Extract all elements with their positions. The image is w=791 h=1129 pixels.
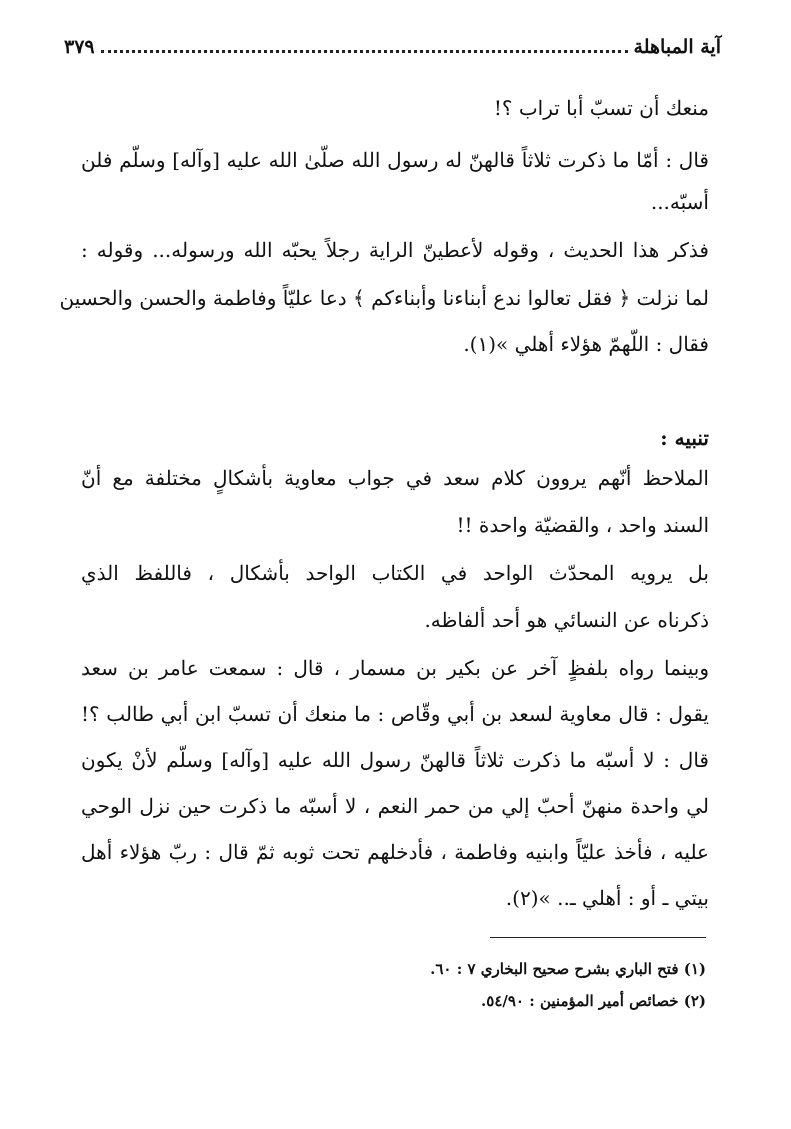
footnote-1: (١) فتح الباري بشرح صحيح البخاري ٧ : ٦٠. xyxy=(430,960,706,978)
body-line-1: منعك أن تسبّ أبا تراب ؟! xyxy=(493,96,709,120)
body-line-6: فقال : اللّهمّ هؤلاء أهلي »(١). xyxy=(463,332,709,356)
body-line-4: فذكر هذا الحديث ، وقوله لأعطينّ الراية رجلاً يحبّه الله ورسوله... وقوله : xyxy=(81,238,709,262)
body-line-5: لما نزلت ﴿ فقل تعالوا ندع أبناءنا وأبناءكم ﴾ دعا عليّاً وفاطمة والحسن والحسين xyxy=(59,286,709,310)
body-line-16: بيتي ـ أو : أهلي ـ.. »(٢). xyxy=(505,886,709,910)
section-heading: تنبيه : xyxy=(660,426,709,450)
body-line-12: يقول : قال معاوية لسعد بن أبي وقّاص : ما منعك أن تسبّ ابن أبي طالب ؟! xyxy=(81,702,709,726)
footnote-separator xyxy=(490,937,706,938)
body-line-11: وبينما رواه بلفظٍ آخر عن بكير بن مسمار ، قال : سمعت عامر بن سعد xyxy=(81,656,709,680)
body-line-8: السند واحد ، والقضيّة واحدة !! xyxy=(456,513,709,537)
body-line-3: أسبّه... xyxy=(650,190,709,214)
body-line-2: قال : أمّا ما ذكرت ثلاثاً قالهنّ له رسول الله صلّىٰ الله عليه [وآله] وسلّم فلن xyxy=(81,148,709,172)
page-number: ٣٧٩ xyxy=(64,36,95,58)
running-title: آية المباهلة xyxy=(633,36,721,58)
body-line-13: قال : لا أسبّه ما ذكرت ثلاثاً قالهنّ رسول الله عليه [وآله] وسلّم لأنْ يكون xyxy=(81,748,709,772)
body-line-7: الملاحظ أنّهم يروون كلام سعد في جواب معاوية بأشكالٍ مختلفة مع أنّ xyxy=(81,466,709,490)
running-header xyxy=(64,30,721,60)
body-line-10: ذكرناه عن النسائي هو أحد ألفاظه. xyxy=(424,608,709,632)
header-dot-leader xyxy=(101,50,628,53)
body-line-9: بل يرويه المحدّث الواحد في الكتاب الواحد بأشكال ، فاللفظ الذي xyxy=(81,561,709,585)
body-line-14: لي واحدة منهنّ أحبّ إلي من حمر النعم ، لا أسبّه ما ذكرت حين نزل الوحي xyxy=(81,794,709,818)
body-line-15: عليه ، فأخذ عليّاً وابنيه وفاطمة ، فأدخلهم تحت ثوبه ثمّ قال : ربّ هؤلاء أهل xyxy=(81,840,709,864)
footnote-2: (٢) خصائص أمير المؤمنين : ٥٤/٩٠. xyxy=(481,992,706,1010)
